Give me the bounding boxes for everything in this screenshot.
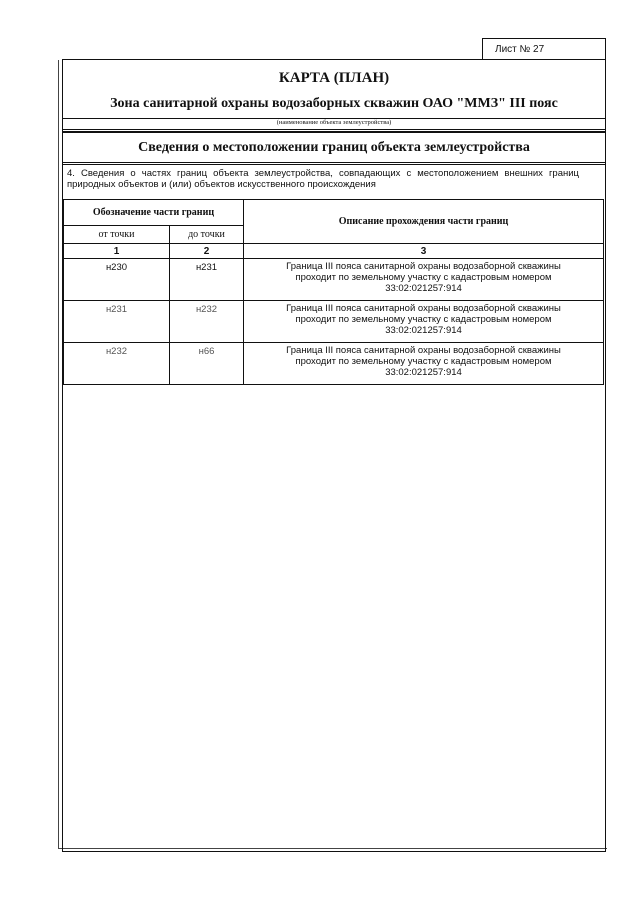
- description-line: Граница III пояса санитарной охраны водозаборной скважины: [286, 345, 561, 356]
- description-line: проходит по земельному участку с кадастровым номером: [295, 272, 552, 283]
- object-name: Зона санитарной охраны водозаборных скважин ОАО "ММЗ" III пояс: [110, 96, 558, 111]
- from-point-cell: н230: [64, 259, 170, 301]
- divider: [63, 129, 605, 130]
- object-name-caption: (наименование объекта землеустройства): [276, 119, 392, 126]
- divider: [63, 164, 605, 165]
- description-cell: [244, 259, 604, 301]
- description-line: проходит по земельному участку с кадастровым номером: [295, 314, 552, 325]
- to-point-cell: н66: [170, 343, 244, 385]
- header-to-point: до точки: [170, 226, 244, 244]
- document-title: КАРТА (ПЛАН): [278, 70, 390, 86]
- from-point-cell: н231: [64, 301, 170, 343]
- description-cell: [244, 343, 604, 385]
- section-intro-text: 4. Сведения о частях границ объекта землеустройства, совпадающих с местоположением внешних границ природных объектов и (или) объектов искусственного происхождения: [67, 168, 579, 190]
- sheet-number: [482, 38, 606, 60]
- column-number: 2: [170, 244, 244, 259]
- boundary-parts-table: [63, 199, 604, 385]
- description-line: 33:02:021257:914: [385, 325, 462, 336]
- sheet-number-label: Лист № 27: [495, 43, 545, 55]
- description-cell: [244, 301, 604, 343]
- document-frame: [62, 59, 606, 852]
- to-point-cell: н232: [170, 301, 244, 343]
- description-line: 33:02:021257:914: [385, 283, 462, 294]
- header-boundary-designation: Обозначение части границ: [64, 200, 244, 226]
- description-line: проходит по земельному участку с кадастровым номером: [295, 356, 552, 367]
- table-row: [64, 259, 604, 301]
- divider: [63, 162, 605, 163]
- column-number: 3: [244, 244, 604, 259]
- description-line: Граница III пояса санитарной охраны водозаборной скважины: [286, 303, 561, 314]
- to-point-cell: н231: [170, 259, 244, 301]
- section-title: Сведения о местоположении границ объекта землеустройства: [138, 140, 530, 155]
- frame-left-shadow-line: [58, 60, 59, 849]
- table-row: [64, 343, 604, 385]
- divider: [63, 131, 605, 133]
- header-from-point: от точки: [64, 226, 170, 244]
- description-line: 33:02:021257:914: [385, 367, 462, 378]
- from-point-cell: н232: [64, 343, 170, 385]
- column-number: 1: [64, 244, 170, 259]
- description-line: Граница III пояса санитарной охраны водозаборной скважины: [286, 261, 561, 272]
- header-description: Описание прохождения части границ: [244, 200, 604, 244]
- table-row: [64, 301, 604, 343]
